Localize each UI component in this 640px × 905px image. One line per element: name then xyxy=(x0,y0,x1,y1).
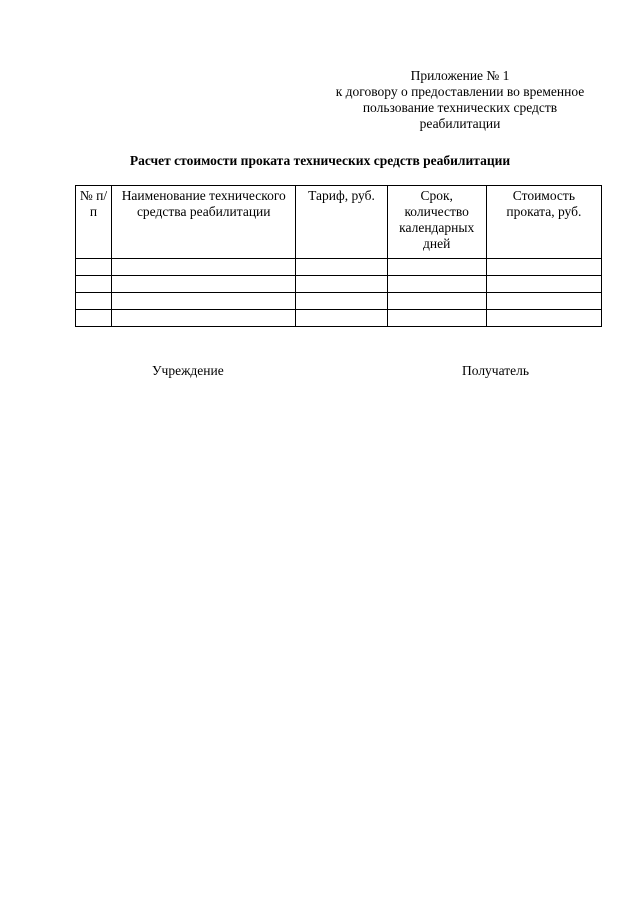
table-cell xyxy=(296,259,387,276)
table-cell xyxy=(387,259,486,276)
appendix-line-1: Приложение № 1 xyxy=(410,68,510,83)
table-cell xyxy=(112,276,296,293)
table-cell xyxy=(387,293,486,310)
table-cell xyxy=(76,310,112,327)
rental-cost-table xyxy=(75,185,602,327)
document-title: Расчет стоимости проката технических средств реабилитации xyxy=(129,153,511,168)
table-cell xyxy=(76,276,112,293)
table-cell xyxy=(296,293,387,310)
header-rental-cost: Стоимость проката, руб. xyxy=(486,186,601,259)
table-row xyxy=(76,310,602,327)
header-tariff: Тариф, руб. xyxy=(296,186,387,259)
table-cell xyxy=(296,276,387,293)
table-header-row xyxy=(76,186,602,259)
appendix-line-2: к договору о предоставлении во временное xyxy=(335,84,585,99)
table-cell xyxy=(486,276,601,293)
appendix-line-4: реабилитации xyxy=(419,116,501,131)
header-number: № п/п xyxy=(76,186,112,259)
signature-institution: Учреждение xyxy=(152,363,224,378)
table-cell xyxy=(296,310,387,327)
table-cell xyxy=(76,259,112,276)
header-term-days: Срок, количество календарных дней xyxy=(387,186,486,259)
table-cell xyxy=(387,310,486,327)
table-cell xyxy=(486,310,601,327)
appendix-line-3: пользование технических средств xyxy=(362,100,558,115)
table-cell xyxy=(112,310,296,327)
table-row xyxy=(76,259,602,276)
appendix-header xyxy=(300,68,620,132)
signature-recipient: Получатель xyxy=(462,363,530,378)
table-cell xyxy=(76,293,112,310)
table-row xyxy=(76,276,602,293)
header-device-name: Наименование технического средства реабилитации xyxy=(112,186,296,259)
table-cell xyxy=(112,293,296,310)
table-row xyxy=(76,293,602,310)
table-cell xyxy=(486,259,601,276)
table-cell xyxy=(387,276,486,293)
table-cell xyxy=(112,259,296,276)
table-cell xyxy=(486,293,601,310)
